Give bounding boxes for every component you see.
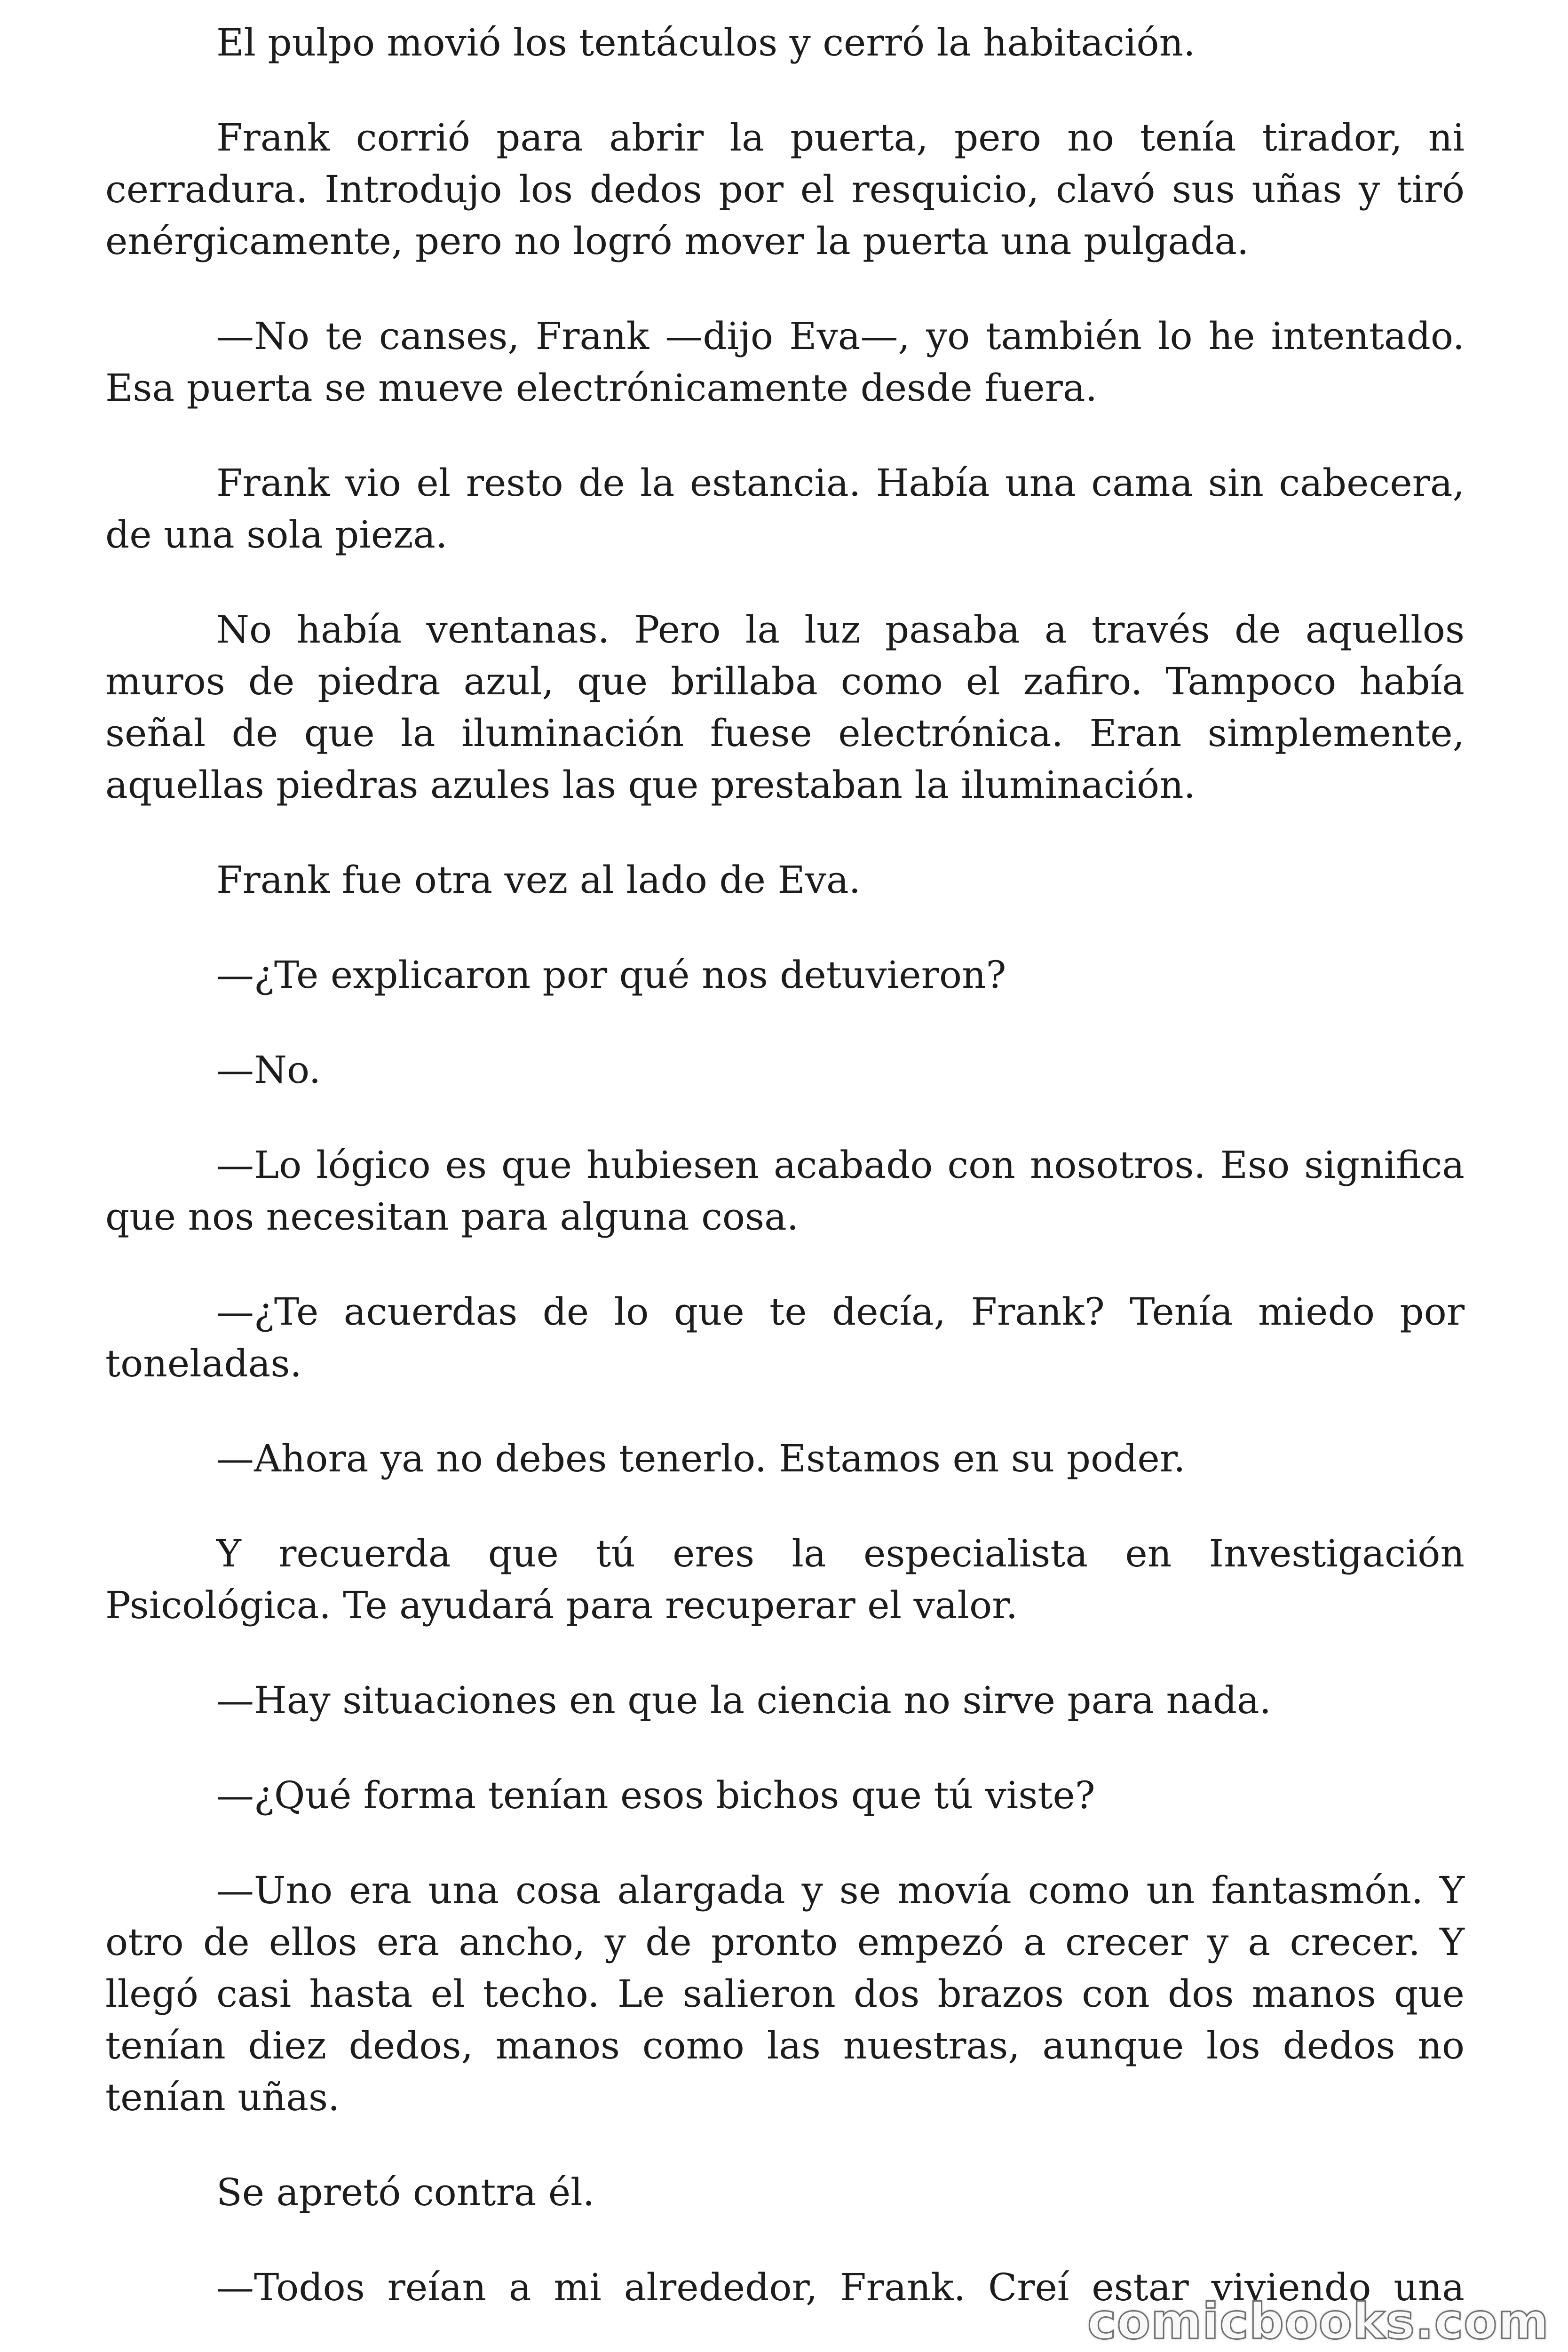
watermark: comicbooks.com: [1087, 2293, 1549, 2350]
text-column: [105, 17, 1465, 2313]
paragraph: —No te canses, Frank —dijo Eva—, yo también lo he intentado. Esa puerta se mueve electrónicamente desde fuera.: [105, 314, 1465, 410]
paragraph: Se apretó contra él.: [216, 2170, 595, 2214]
paragraph: El pulpo movió los tentáculos y cerró la habitación.: [216, 21, 1196, 64]
paragraph: —Uno era una cosa alargada y se movía como un fantasmón. Y otro de ellos era ancho, y de pronto empezó a crecer y a crecer. Y llegó casi hasta el techo. Le salieron dos brazos con dos manos que tenían diez dedos, manos como las nuestras, aunque los dedos no tenían uñas.: [105, 1868, 1465, 2119]
paragraph: —¿Te explicaron por qué nos detuvieron?: [216, 953, 1006, 997]
paragraph: Frank fue otra vez al lado de Eva.: [216, 858, 861, 902]
paragraph: —Lo lógico es que hubiesen acabado con nosotros. Eso significa que nos necesitan para alguna cosa.: [105, 1143, 1465, 1239]
paragraph: Frank vio el resto de la estancia. Había una cama sin cabecera, de una sola pieza.: [105, 461, 1465, 556]
paragraph: —¿Te acuerdas de lo que te decía, Frank? Tenía miedo por toneladas.: [105, 1290, 1465, 1385]
paragraph: —Todos reían a mi alrededor, Frank. Creí estar viviendo una: [216, 2265, 1465, 2309]
paragraph: No había ventanas. Pero la luz pasaba a través de aquellos muros de piedra azul, que brillaba como el zafiro. Tampoco había señal de que la iluminación fuese electrónica. Eran simplemente, aquellas piedras azules las que prestaban la iluminación.: [105, 608, 1465, 807]
paragraph: —No.: [216, 1048, 321, 1092]
paragraph: Frank corrió para abrir la puerta, pero no tenía tirador, ni cerradura. Introdujo los dedos por el resquicio, clavó sus uñas y tiró enérgicamente, pero no logró mover la puerta una pulgada.: [105, 116, 1465, 263]
paragraph: —¿Qué forma tenían esos bichos que tú viste?: [216, 1773, 1095, 1817]
paragraph: —Hay situaciones en que la ciencia no sirve para nada.: [216, 1678, 1272, 1722]
paragraph: —Ahora ya no debes tenerlo. Estamos en su poder.: [216, 1437, 1186, 1480]
paragraph: Y recuerda que tú eres la especialista en Investigación Psicológica. Te ayudará para recuperar el valor.: [105, 1532, 1465, 1627]
